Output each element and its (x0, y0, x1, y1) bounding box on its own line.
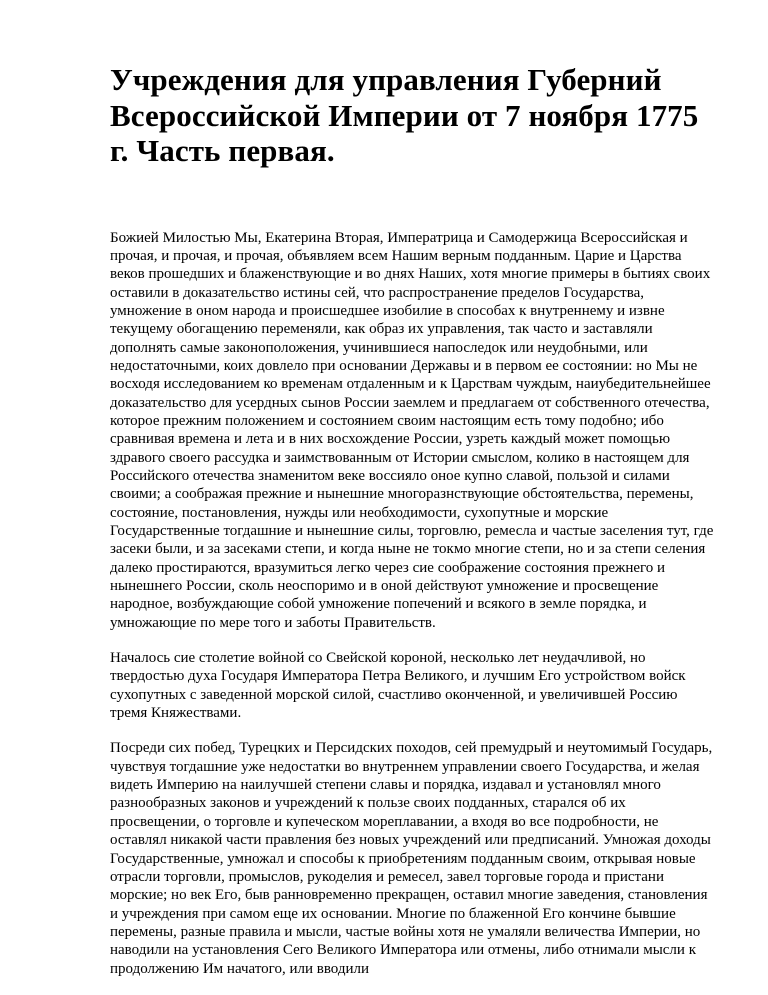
paragraph-swedish-war: Началось сие столетие войной со Свейской короной, несколько лет неудачливой, но твердостью духа Государя Императора Петра Великого, и лучшим Его устройством войск сухопутных с заведенной морской силой, счастливо оконченной, и увеличившей Россию тремя Княжествами. (110, 650, 686, 722)
paragraph-manifesto-intro: Божией Милостью Мы, Екатерина Вторая, Императрица и Самодержица Всероссийская и прочая, и прочая, и прочая, объявляем всем Нашим верным подданным. Царие и Царства веков прошедших и блаженствующие и во днях Наших, хотя многие примеры в бытиях своих оставили в доказательство истины сей, что распространение пределов Государства, умножение в оном народа и происшедшее изобилие в способах к внутреннему и извне текущему обогащению переменяли, как образ их управления, так часто и заставляли дополнять самые законоположения, учинившиеся напоследок или неудобными, или недостаточными, коих довлело при основании Державы и в первом ее состоянии: но Мы не восходя исследованием ко временам отдаленным и к Царствам чуждым, наиубедительнейшее доказательство для усердных сынов России заемлем и предлагаем от собственного отечества, которое прежним положением и состоянием своим настоящим есть тому подобно; ибо сравнивая времена и лета и в них восхождение России, узреть каждый может помощью здравого своего рассудка и заимствованным от Истории смыслом, колико в настоящем для Российского отечества знаменитом веке воссияло оное купно славой, пользой и силами своими; а соображая прежние и нынешние многоразнствующие обстоятельства, перемены, состояние, постановления, нужды или необходимости, сухопутные и морские Государственные тогдашние и нынешние силы, торговлю, ремесла и частые заселения тут, где засеки были, и за засеками степи, и когда ныне не токмо многие степи, но и за степи селения далеко простираются, вразумиться легко через сие соображение состояния прежнего и нынешнего России, сколь неоспоримо и в оной действуют умножение и просвещение народное, возбуждающие собой умножение попечений и всякого в земле порядка, и умножающие по мере того и заботы Правительств. (110, 229, 714, 631)
paragraph-peter-reforms: Посреди сих побед, Турецких и Персидских походов, сей премудрый и неутомимый Государь, чувствуя тогдашние уже недостатки во внутреннем управлении своего Государства, и желая видеть Империю на наилучшей степени славы и порядка, издавал и установлял много разнообразных законов и учреждений к пользе своих подданных, старался об их просвещении, о торговле и купеческом мореплавании, а входя во все подробности, не оставлял никакой части правления без новых учреждений или предписаний. Умножая доходы Государственные, умножал и способы к приобретениям подданным своим, открывая новые отрасли торговли, промыслов, рукоделия и ремесел, завел торговые города и пристани морские; но век Его, быв ранновременно прекращен, оставил многие заведения, становления и учреждения при самом еще их основании. Многие по блаженной Его кончине бывшие перемены, разные правила и мысли, частые войны хотя не умаляли величества Империи, но наводили на установления Сего Великого Императора или отмены, либо отнимали мысли к продолжению Им начатого, или вводили (110, 740, 713, 977)
document-title: Учреждения для управления Губерний Всероссийской Империи от 7 ноября 1775 г. Часть первая. (110, 62, 699, 168)
document-page (110, 62, 714, 995)
